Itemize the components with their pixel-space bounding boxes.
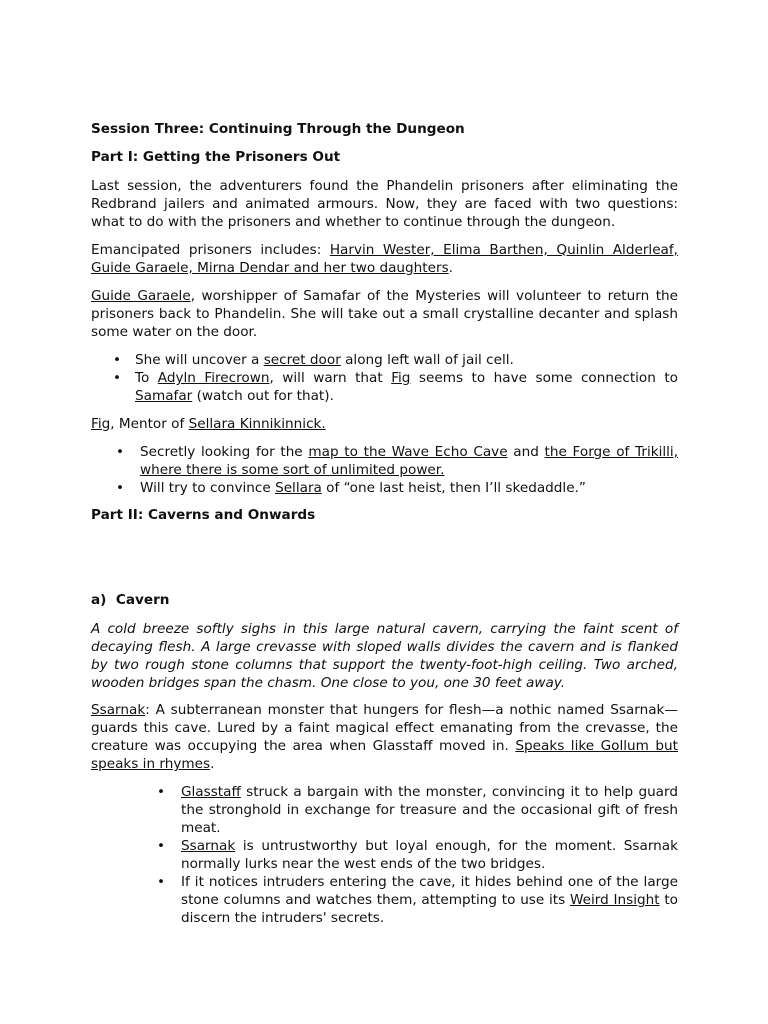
ssarnak-bullet-list [181, 783, 678, 927]
glasstaff-link[interactable]: Glasstaff [181, 784, 241, 800]
list-item: • If it notices intruders entering the cave, it hides behind one of the large stone columns and watches them, attempting to use its Weird Insight to discern the intruders' secrets. [181, 873, 678, 927]
fig-name-link[interactable]: Fig [91, 416, 111, 432]
speaks-like-gollum-link[interactable]: Speaks like Gollum but speaks in rhymes [91, 738, 678, 772]
sellara-kinnikinnick-link[interactable]: Sellara Kinnikinnick. [188, 416, 326, 432]
wave-echo-cave-link[interactable]: map to the Wave Echo Cave [308, 444, 508, 460]
list-item: • Will try to convince Sellara of “one last heist, then I’ll skedaddle.” [140, 479, 678, 497]
cavern-heading: a) Cavern [91, 592, 170, 608]
adyln-firecrown-link[interactable]: Adyln Firecrown [157, 370, 270, 386]
list-item: • To Adyln Firecrown, will warn that Fig seems to have some connection to Samafar (watch out for that). [135, 369, 678, 405]
forge-of-trikilli-link[interactable]: the Forge of Trikilli, where there is some sort of unlimited power. [140, 444, 679, 478]
garaele-text: , worshipper of Samafar of the Mysteries will volunteer to return the prisoners back to Phandelin. She will take out a small crystalline decanter and splash some water on the door. [91, 288, 679, 340]
emancipated-names-link[interactable]: Harvin Wester, Elima Barthen, Quinlin Alderleaf, Guide Garaele, Mirna Dendar and her two daughters [91, 242, 678, 276]
ssarnak-link[interactable]: Ssarnak [91, 702, 146, 718]
cavern-flavor-text: A cold breeze softly sighs in this large natural cavern, carrying the faint scent of decaying flesh. A large crevasse with sloped walls divides the cavern and is flanked by two rough stone columns that support the twenty-foot-high ceiling. Two arched, wooden bridges span the chasm. One close to you, one 30 feet away. [91, 621, 678, 691]
session-title: Session Three: Continuing Through the Dungeon [91, 121, 465, 137]
fig-bullet-list [140, 443, 678, 497]
samafar-link[interactable]: Samafar [135, 388, 193, 404]
emancipated-prefix: Emancipated prisoners includes: [91, 242, 330, 258]
emancipated-paragraph [91, 241, 678, 277]
secret-door-link[interactable]: secret door [263, 352, 341, 368]
ssarnak-bullet-link[interactable]: Ssarnak [181, 838, 236, 854]
emancipated-suffix: . [448, 260, 453, 276]
list-item: • Glasstaff struck a bargain with the monster, convincing it to help guard the stronghold in exchange for treasure and the occasional gift of fresh meat. [181, 783, 678, 837]
list-item: • Secretly looking for the map to the Wave Echo Cave and the Forge of Trikilli, where there is some sort of unlimited power. [140, 443, 678, 479]
fig-paragraph: Fig, Mentor of Sellara Kinnikinnick. [91, 416, 326, 432]
fig-link[interactable]: Fig [391, 370, 411, 386]
part-one-intro: Last session, the adventurers found the Phandelin prisoners after eliminating the Redbrand jailers and animated armours. Now, they are faced with two questions: what to do with the prisoners and whether to continue through the dungeon. [91, 178, 678, 230]
part-two-heading: Part II: Caverns and Onwards [91, 507, 316, 523]
garaele-bullet-list [135, 351, 678, 405]
part-one-heading: Part I: Getting the Prisoners Out [91, 149, 341, 165]
ssarnak-paragraph: Ssarnak: A subterranean monster that hungers for flesh—a nothic named Ssarnak—guards this cave. Lured by a faint magical effect emanating from the crevasse, the creature was occupying the area when Glasstaff moved in. Speaks like Gollum but speaks in rhymes. [91, 702, 678, 772]
garaele-paragraph [91, 287, 678, 341]
garaele-link[interactable]: Guide Garaele [91, 288, 191, 304]
list-item: • She will uncover a secret door along left wall of jail cell. [135, 351, 678, 369]
weird-insight-link[interactable]: Weird Insight [569, 892, 660, 908]
sellara-link[interactable]: Sellara [275, 480, 322, 496]
list-item: • Ssarnak is untrustworthy but loyal enough, for the moment. Ssarnak normally lurks near the west ends of the two bridges. [181, 837, 678, 873]
